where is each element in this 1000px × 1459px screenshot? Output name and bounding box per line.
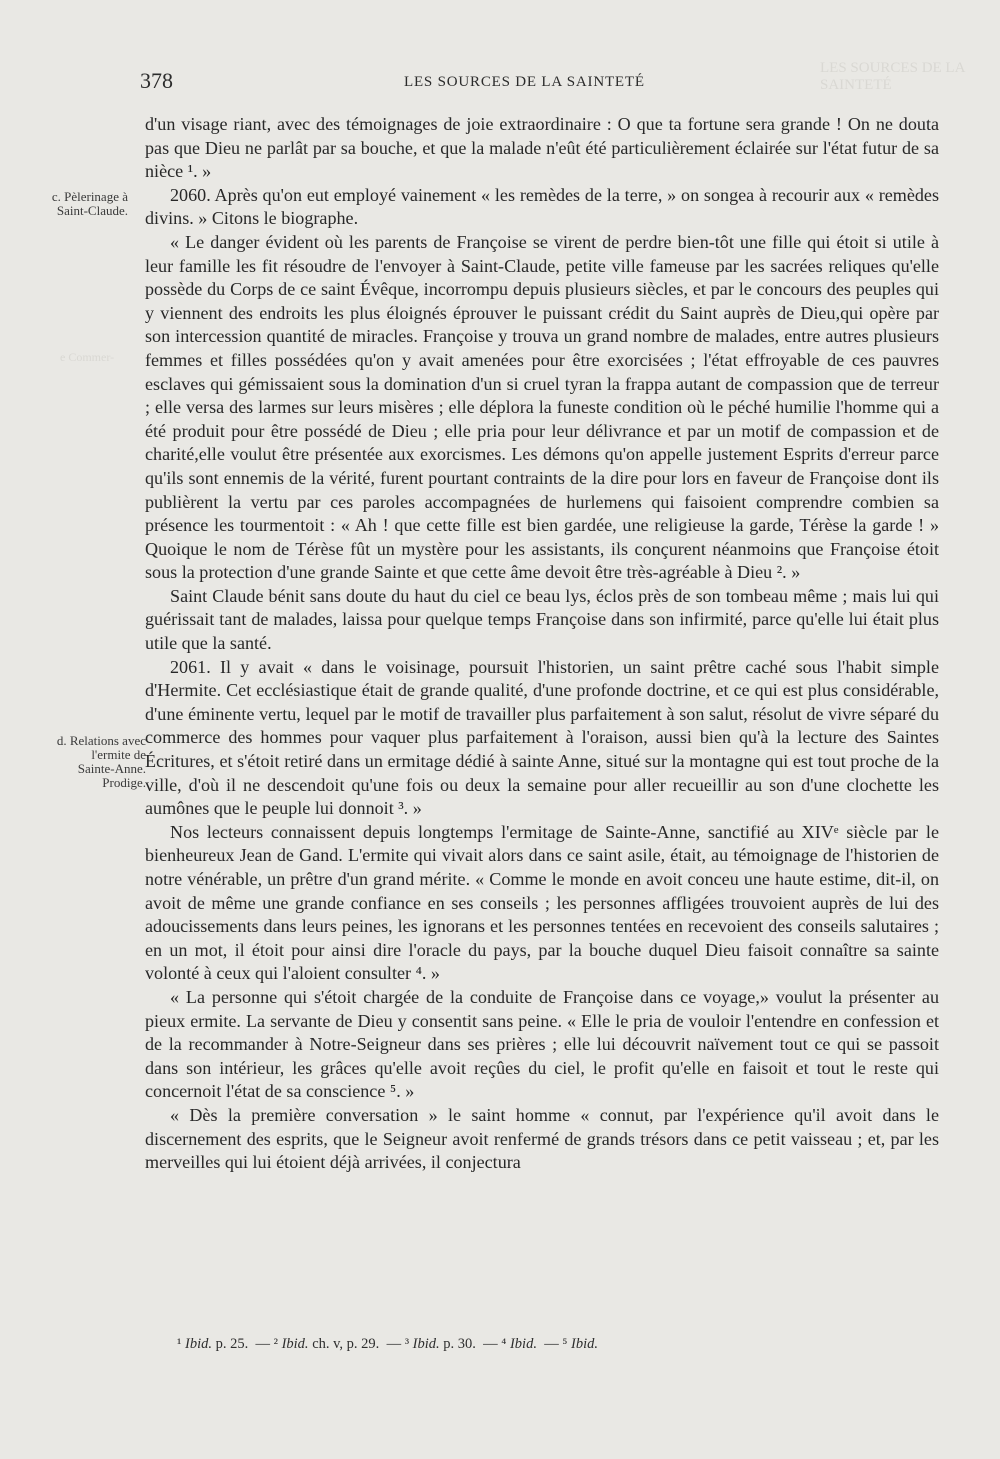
paragraph: 2061. Il y avait « dans le voisinage, poursuit l'historien, un saint prêtre caché sous l'habit simple d'Hermite. Cet ecclésiastique était de grande qualité, d'une profonde doctrine, et ce qui est plus considérable, d'une éminente vertu, lequel par le motif de travailler plus parfaitement à son salut, résolut de vivre séparé du commerce des hommes pour vaquer plus parfaitement à l'oraison, aussi bien qu'à la lecture des Saintes Écritures, et s'étoit retiré dans un ermitage dédié à sainte Anne, situé sur la montagne qui est tout proche de la ville, d'où il ne descendoit qu'une fois ou deux la semaine pour aller recueillir au son d'une clochette les aumônes que le peuple lui donnoit ³. » bbox=[145, 656, 939, 819]
paragraph: « Le danger évident où les parents de Françoise se virent de perdre bien-tôt une fille qui étoit si utile à leur famille les fit résoudre de l'envoyer à Saint-Claude, petite ville fameuse par les sacrées reliques qu'elle possède du Corps de ce saint Évêque, incorrompu depuis plusieurs siècles, et par le concours des peuples qui y viennent des endroits les plus éloignés éprouver le puissant crédit du Saint auprès de Dieu,qui opère par son intercession quantité de miracles. Françoise y trouva un grand nombre de malades, entre autres plusieurs femmes et filles possédées qu'on y avait amenées pour être exorcisées ; l'état effroyable de ces pauvres esclaves qui gémissaient sous la domination d'un si cruel tyran la frappa autant de compassion que de terreur ; elle versa des larmes sur leurs misères ; elle déplora la funeste condition où le péché humilie l'homme qui a été produit pour être possédé de Dieu ; elle pria pour leur délivrance et par un motif de compassion et de charité,elle voulut être présentée aux exorcismes. Les démons qu'on appelle justement Esprits d'erreur parce qu'ils sont ennemis de la vérité, furent pourtant contraints de la dire pour lors en faveur de Françoise dont ils publièrent la vertu par ces paroles accompagnées de hurlemens qui faisoient comprendre combien sa présence les tourmentoit : « Ah ! que cette fille est bien gardée, une religieuse la garde, Térèse la garde ! » Quoique le nom de Térèse fût un mystère pour les assistants, ils conçurent néanmoins que Françoise étoit sous la protection d'une grande Sainte et que cette âme devoit être très-agréable à Dieu ². » bbox=[145, 231, 939, 583]
footnote: ⁴ Ibid. bbox=[501, 1336, 537, 1352]
paragraph: d'un visage riant, avec des témoignages de joie extraordinaire : O que ta fortune sera grande ! On ne douta pas que Dieu ne parlât par sa bouche, et que la malade n'eût été particulièrement éclairée sur l'état futur de sa nièce ¹. » bbox=[145, 114, 939, 182]
footnote: ¹ Ibid. p. 25. bbox=[177, 1336, 249, 1352]
footnotes: ¹ Ibid. p. 25. — ² Ibid. ch. v, p. 29. — ³ Ibid. p. 30. — ⁴ Ibid. — ⁵ Ibid. bbox=[177, 1336, 598, 1352]
show-through-text: LES SOURCES DE LA SAINTETÉ bbox=[820, 60, 965, 93]
page-header bbox=[140, 68, 940, 96]
paragraph: 2060. Après qu'on eut employé vainement « les remèdes de la terre, » on songea à recourir aux « remèdes divins. » Citons le biographe. bbox=[145, 184, 939, 229]
margin-note-hermit: d. Relations avec l'ermite de Sainte-Anne. Prodige. bbox=[56, 733, 146, 790]
show-through-margin: e Commer- bbox=[60, 350, 115, 364]
margin-note-pilgrimage: c. Pèlerinage à Saint-Claude. bbox=[51, 189, 128, 218]
paragraph: Saint Claude bénit sans doute du haut du ciel ce beau lys, éclos près de son tombeau même ; mais lui qui guérissait tant de malades, laissa pour quelque temps Françoise dans son infirmité, parce qu'elle lui était plus utile que la santé. bbox=[145, 585, 939, 654]
footnote: ² Ibid. ch. v, p. 29. bbox=[273, 1336, 380, 1352]
page-number: 378 bbox=[140, 68, 173, 93]
paragraph: Nos lecteurs connaissent depuis longtemps l'ermitage de Sainte-Anne, sanctifié au XIVᵉ siècle par le bienheureux Jean de Gand. L'ermite qui vivait alors dans ce saint asile, était, au témoignage de l'historien de notre vénérable, un prêtre d'un grand mérite. « Comme le monde en avoit conceu une haute estime, dit-il, on avoit de même une grande confiance en ses conseils ; les personnes affligées trouvoient auprès de lui des adoucissements dans leurs peines, les ignorans et les personnes tentées en recevoient des conseils salutaires ; en un mot, il étoit pour ainsi dire l'oracle du pays, par la bouche duquel Dieu faisoit connaître sa sainte volonté à ceux qui l'aloient consulter ⁴. » bbox=[145, 821, 939, 984]
footnote: ³ Ibid. p. 30. bbox=[404, 1336, 476, 1352]
body-text bbox=[145, 113, 939, 1175]
paragraph: « Dès la première conversation » le saint homme « connut, par l'expérience qu'il avoit dans le discernement des esprits, que le Seigneur avoit renfermé de grands trésors dans ce petit vaisseau ; et, par les merveilles qui lui étoient déjà arrivées, il conjectura bbox=[145, 1104, 939, 1173]
paragraph: « La personne qui s'étoit chargée de la conduite de Françoise dans ce voyage,» voulut la présenter au pieux ermite. La servante de Dieu y consentit sans peine. « Elle le pria de vouloir l'entendre en confession et de la recommander à Notre-Seigneur dans ses prières ; elle lui découvrit naïvement tout ce qui se passoit dans son intérieur, les grâces qu'elle avoit reçûes du ciel, le profit qu'elle en faisoit et tout le reste qui concernoit l'état de sa conscience ⁵. » bbox=[145, 986, 939, 1102]
footnote: ⁵ Ibid. bbox=[562, 1336, 598, 1352]
running-title: LES SOURCES DE LA SAINTETÉ bbox=[404, 74, 645, 90]
